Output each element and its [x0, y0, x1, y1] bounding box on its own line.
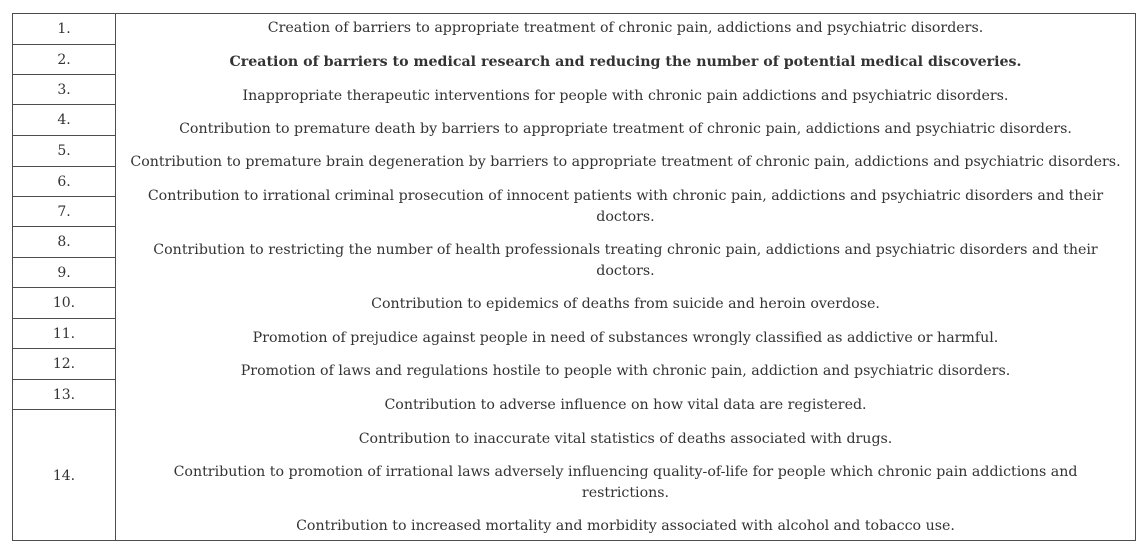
item-text-6: Contribution to irrational criminal prosecution of innocent patients with chronic pain, addictions and psychiatric disorders and their doctors. [147, 188, 1104, 225]
harms-table [12, 13, 1136, 541]
row-number-2: 2. [13, 45, 115, 75]
item-text-7: Contribution to restricting the number of health professionals treating chronic pain, addictions and psychiatric disorders and their doctors. [153, 242, 1098, 279]
item-text-12: Contribution to inaccurate vital statistics of deaths associated with drugs. [358, 431, 893, 447]
item-text-4: Contribution to premature death by barriers to appropriate treatment of chronic pain, addictions and psychiatric disorders. [179, 121, 1072, 137]
item-text-11: Contribution to adverse influence on how vital data are registered. [384, 397, 867, 413]
row-number-9: 9. [13, 258, 115, 288]
item-text-3: Inappropriate therapeutic interventions for people with chronic pain addictions and psychiatric disorders. [242, 88, 1009, 104]
item-text-2: Creation of barriers to medical research and reducing the number of potential medical discoveries. [229, 54, 1022, 70]
row-number-4: 4. [13, 105, 115, 136]
item-text-5: Contribution to premature brain degeneration by barriers to appropriate treatment of chronic pain, addictions and psychiatric disorders. [130, 154, 1121, 170]
description-column [116, 14, 1135, 540]
row-number-13: 13. [13, 380, 115, 410]
row-number-11: 11. [13, 319, 115, 349]
row-number-10: 10. [13, 288, 115, 319]
number-column [13, 14, 116, 540]
row-number-6: 6. [13, 167, 115, 197]
row-number-8: 8. [13, 227, 115, 258]
item-text-13: Contribution to promotion of irrational laws adversely influencing quality-of-life for people which chronic pain addictions and restrictions. [173, 464, 1078, 501]
item-text-9: Promotion of prejudice against people in need of substances wrongly classified as addictive or harmful. [252, 330, 999, 346]
item-text-14: Contribution to increased mortality and morbidity associated with alcohol and tobacco use. [296, 518, 955, 534]
row-number-5: 5. [13, 136, 115, 167]
row-number-1: 1. [13, 14, 115, 45]
row-number-7: 7. [13, 197, 115, 227]
row-number-3: 3. [13, 75, 115, 105]
item-text-8: Contribution to epidemics of deaths from suicide and heroin overdose. [371, 296, 880, 312]
item-text-10: Promotion of laws and regulations hostile to people with chronic pain, addiction and psychiatric disorders. [240, 363, 1011, 379]
item-text-1: Creation of barriers to appropriate treatment of chronic pain, addictions and psychiatric disorders. [267, 20, 984, 36]
row-number-12: 12. [13, 349, 115, 380]
row-number-14: 14. [52, 468, 76, 484]
